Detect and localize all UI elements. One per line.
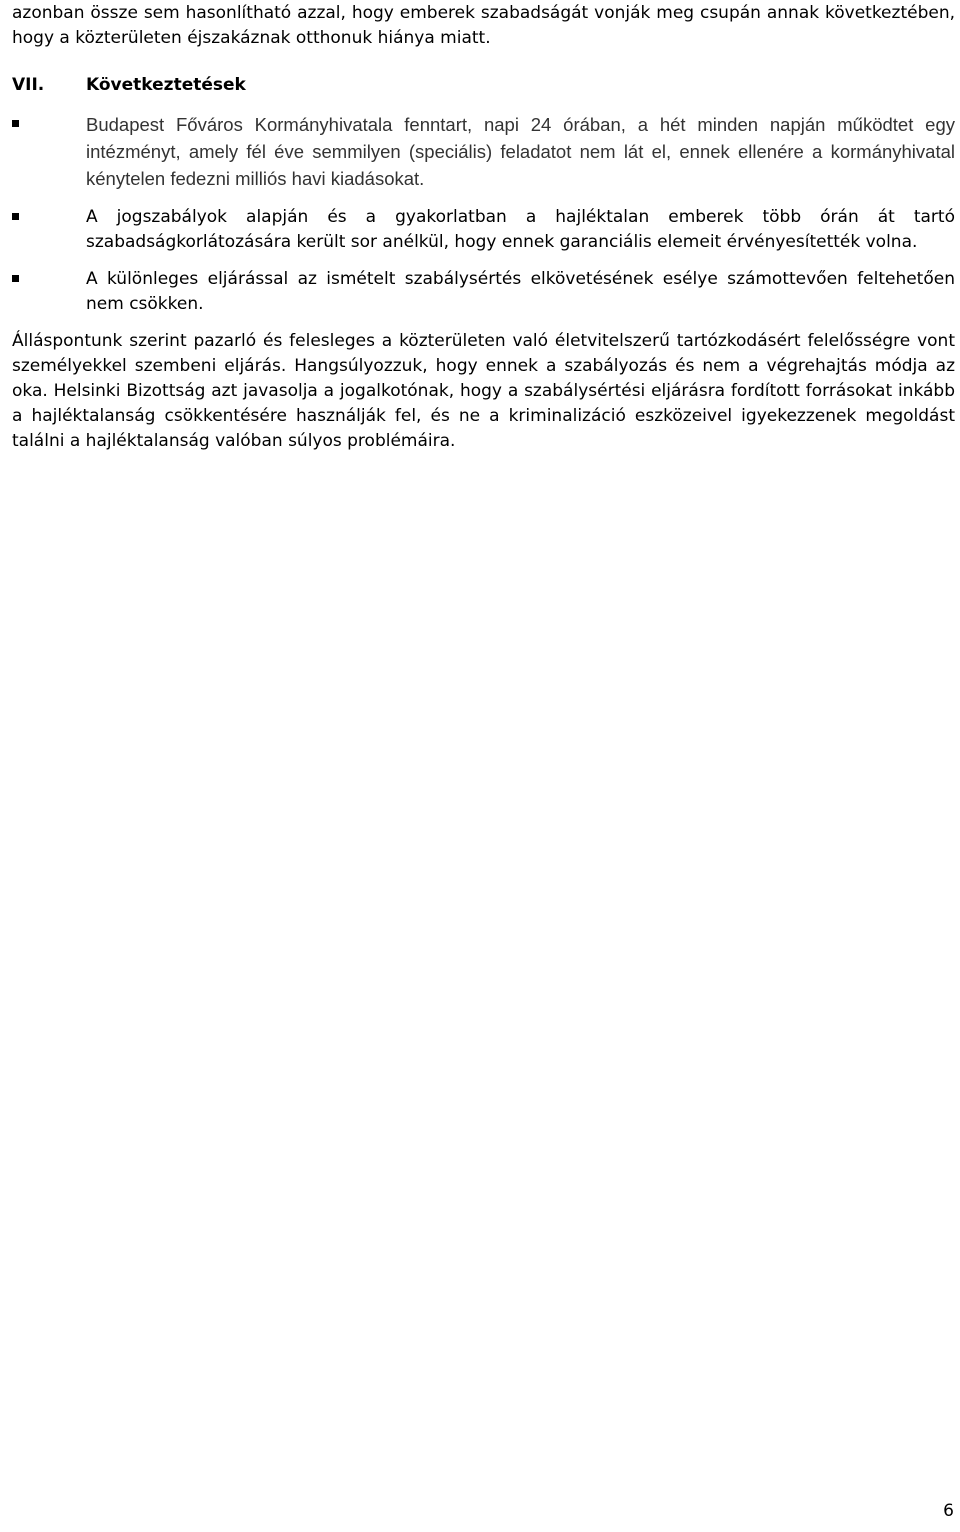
list-item	[12, 112, 955, 193]
section-number: VII.	[12, 75, 45, 95]
square-bullet-icon	[12, 213, 19, 220]
conclusions-list	[12, 112, 955, 317]
square-bullet-icon	[12, 275, 19, 282]
conclusion-paragraph: Álláspontunk szerint pazarló és felesleges a közterületen való életvitelszerű tartózkodásért felelősségre vont személyekkel szembeni eljárás. Hangsúlyozzuk, hogy ennek a szabályozás és nem a végrehajtás módja az oka. Helsinki Bizottság azt javasolja a jogalkotónak, hogy a szabálysértési eljárásra fordított forrásokat inkább a hajléktalanság csökkentésére használják fel, és ne a kriminalizáció eszközeivel igyekezzenek megoldást találni a hajléktalanság valóban súlyos problémáira.	[12, 331, 955, 451]
intro-paragraph: azonban össze sem hasonlítható azzal, hogy emberek szabadságát vonják meg csupán annak következtében, hogy a közterületen éjszakáznak otthonuk hiánya miatt.	[12, 3, 955, 48]
page-number: 6	[943, 1501, 954, 1521]
list-item-text: A jogszabályok alapján és a gyakorlatban a hajléktalan emberek több órán át tartó szabadságkorlátozására került sor anélkül, hogy ennek garanciális elemeit érvényesítették volna.	[86, 207, 955, 252]
list-item-text: A különleges eljárással az ismételt szabálysértés elkövetésének esélye számottevően feltehetően nem csökken.	[86, 269, 955, 314]
list-item-text: Budapest Főváros Kormányhivatala fenntart, napi 24 órában, a hét minden napján működtet egy intézményt, amely fél éve semmilyen (speciális) feladatot nem lát el, ennek ellenére a kormányhivatal kénytelen fedezni milliós havi kiadásokat.	[86, 114, 955, 189]
document-page	[12, 0, 955, 471]
list-item	[12, 205, 955, 255]
section-heading	[12, 73, 955, 98]
section-title: Következtetések	[86, 75, 246, 95]
square-bullet-icon	[12, 120, 19, 127]
list-item	[12, 267, 955, 317]
